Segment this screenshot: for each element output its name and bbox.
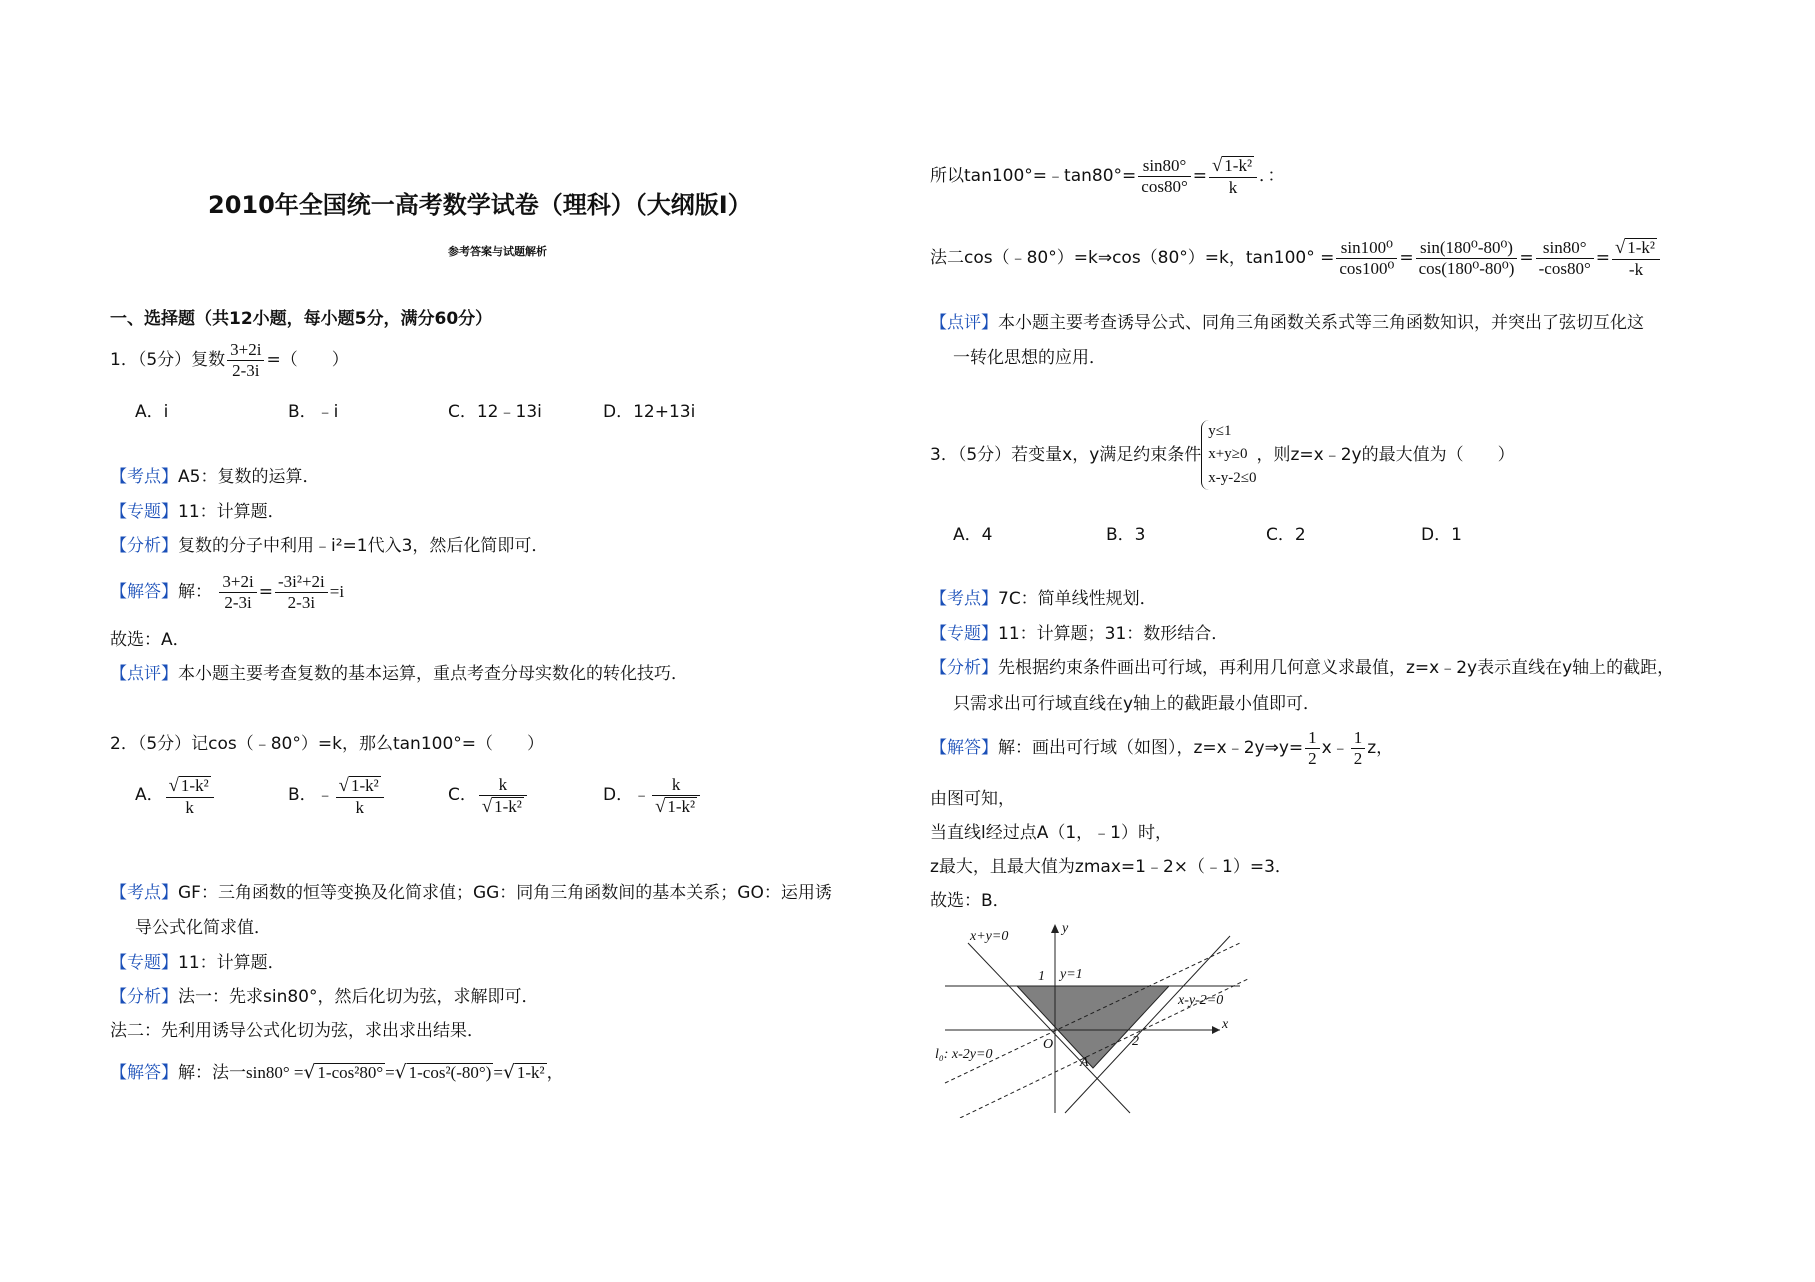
q2-result2: 法二cos（﹣80°）=k⇒cos（80°）=k，tan100° = $\frac{\text{sin100⁰}}{\text{cos100⁰}}$ = $\frac{\text{sin(180⁰-80⁰)}}{\text{cos(180⁰-80⁰)}}$ = $\frac{\sin 80^\circ}{-\cos 80^\circ}$ = $\frac{\text{√ 1-k²}}{-k}$ <box>930 237 1662 279</box>
q3-option-a: A．4 <box>953 525 993 545</box>
q3-option-d: D．1 <box>1421 525 1462 545</box>
q1-dianping: 【点评】本小题主要考查复数的基本运算，重点考查分母实数化的转化技巧． <box>110 664 688 684</box>
q3-option-c: C．2 <box>1266 525 1306 545</box>
label-point-a: A <box>1080 1055 1089 1070</box>
q3-option-b: B．3 <box>1106 525 1146 545</box>
page-title: 2010年全国统一高考数学试卷（理科）（大纲版I） <box>208 191 752 219</box>
q1-option-c: C．12﹣13i <box>448 402 542 422</box>
q1-zhuanti: 【专题】11：计算题． <box>110 502 285 522</box>
page-subtitle: 参考答案与试题解析 <box>448 245 547 258</box>
q3-jieda: 【解答】解：画出可行域（如图），z=x﹣2y⇒y= $\frac{1}{2}$ x﹣ $\frac{1}{2}$ z， <box>930 728 1394 768</box>
q2-dianping: 【点评】本小题主要考查诱导公式、同角三角函数关系式等三角函数知识，并突出了弦切互化这 <box>930 313 1644 333</box>
q1-jieda: 【解答】解： $\frac{3+2i}{2-3i}$ = $\frac{\text{-3i²+2i}}{2-3i}$ =i <box>110 572 345 612</box>
q2-kaodian-cont: 导公式化简求值． <box>135 918 271 938</box>
q2-fenxi2: 法二：先利用诱导公式化切为弦，求出求出结果． <box>110 1021 484 1041</box>
q2-option-a: A． $\frac{\text{√ 1-k²}}{k}$ <box>135 775 216 817</box>
q2-option-d: D．﹣ $\frac{k}{\text{√ 1-k²}}$ <box>603 775 702 817</box>
section-title: 一、选择题（共12小题，每小题5分，满分60分） <box>110 309 493 329</box>
q1-option-a: A．i <box>135 402 169 422</box>
q3-fenxi: 【分析】先根据约束条件画出可行域，再利用几何意义求最值，z=x﹣2y表示直线在y轴上的截距， <box>930 658 1675 678</box>
q2-stem: 2．（5分）记cos（﹣80°）=k，那么tan100°=（ ） <box>110 734 545 754</box>
feasible-region-graph <box>930 918 1260 1118</box>
q3-kaodian: 【考点】7C：简单线性规划． <box>930 589 1157 609</box>
q3-fenxi-cont: 只需求出可行域直线在y轴上的截距最小值即可． <box>953 694 1321 714</box>
q2-zhuanti: 【专题】11：计算题． <box>110 953 285 973</box>
label-x-minus-y: x-y-2=0 <box>1178 993 1224 1008</box>
q3-zhuanti: 【专题】11：计算题；31：数形结合． <box>930 624 1229 644</box>
label-x: x <box>1222 1017 1229 1032</box>
label-x-plus-y: x+y=0 <box>970 929 1009 944</box>
q3-line-4: 故选：B． <box>930 891 1010 911</box>
q2-result1: 所以tan100°=﹣tan80°= $\frac{\sin 80^\circ}{\cos 80^\circ}$ = $\frac{\text{√ 1-k²}}{k}$ ．： <box>930 155 1285 197</box>
q2-kaodian: 【考点】GF：三角函数的恒等变换及化简求值；GG：同角三角函数间的基本关系；GO：运用诱 <box>110 883 832 903</box>
q1-kaodian: 【考点】A5：复数的运算． <box>110 467 320 487</box>
q1-guxuan: 故选：A． <box>110 630 190 650</box>
label-y-1: y=1 <box>1060 967 1083 982</box>
label-y: y <box>1062 921 1069 936</box>
q1-option-d: D．12+13i <box>603 402 696 422</box>
q1-option-b: B．﹣i <box>288 402 339 422</box>
q2-dianping-cont: 一转化思想的应用． <box>953 348 1106 368</box>
q2-fenxi: 【分析】法一：先求sin80°，然后化切为弦，求解即可． <box>110 987 539 1007</box>
q1-stem: 1．（5分）复数 $\frac{3+2i}{2-3i}$ =（ ） <box>110 340 349 380</box>
q3-constraints: y≤1 x+y≥0 x-y-2≤0 <box>1201 420 1256 490</box>
q1-fraction: $\frac{3+2i}{2-3i}$ <box>227 340 264 380</box>
label-one: 1 <box>1038 969 1045 984</box>
q2-jieda: 【解答】解：法一sin80° =√ 1-cos²80° =√ 1-cos²(-80°) =√ 1-k² ， <box>110 1062 564 1083</box>
x-axis-arrow <box>1212 1026 1220 1034</box>
q3-stem: 3．（5分）若变量x，y满足约束条件 y≤1 x+y≥0 x-y-2≤0 ，则z=x﹣2y的最大值为（ ） <box>930 420 1515 490</box>
y-axis-arrow <box>1051 924 1059 933</box>
q3-line-3: z最大，且最大值为zmax=1﹣2×（﹣1）=3． <box>930 857 1292 877</box>
q2-option-b: B．﹣ $\frac{\text{√ 1-k²}}{k}$ <box>288 775 386 817</box>
q2-option-c: C． $\frac{k}{\text{√ 1-k²}}$ <box>448 775 529 817</box>
q1-fenxi: 【分析】复数的分子中利用﹣i²=1代入3，然后化简即可． <box>110 536 549 556</box>
feasible-region <box>1017 986 1169 1068</box>
label-two: 2 <box>1132 1034 1139 1049</box>
q3-line-1: 由图可知， <box>930 789 1015 809</box>
q3-line-2: 当直线l经过点A（1，﹣1）时， <box>930 823 1172 843</box>
label-l0: l₀: x-2y=0 <box>935 1047 993 1062</box>
label-origin: O <box>1043 1037 1054 1052</box>
